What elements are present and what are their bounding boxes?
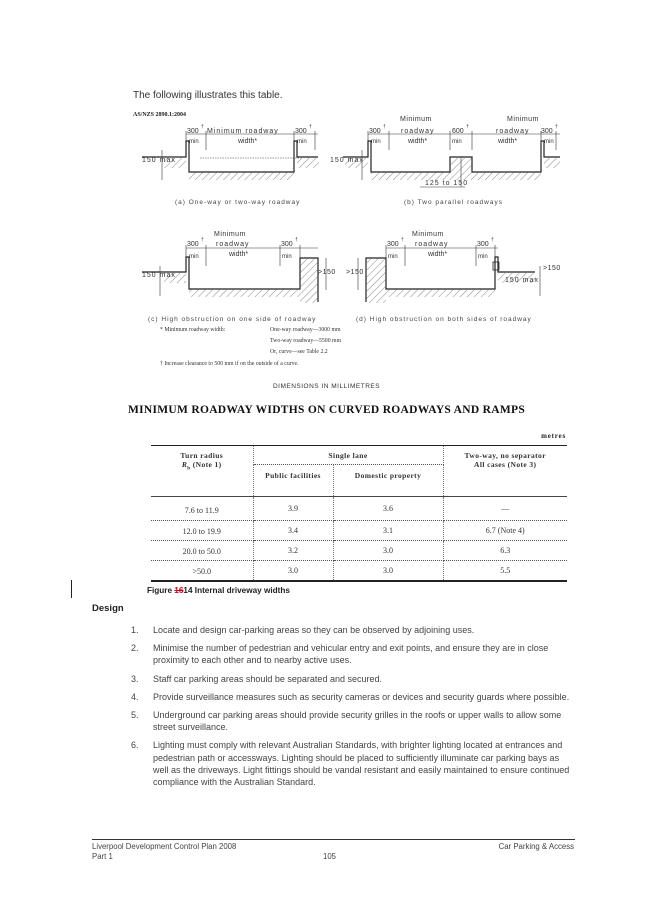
min-label: min bbox=[371, 139, 381, 145]
list-item: 3. Staff car parking areas should be separated and secured. bbox=[131, 673, 382, 684]
roadway-label: roadway bbox=[216, 241, 250, 248]
table-units: metres bbox=[541, 432, 566, 440]
minimum-label: Minimum bbox=[412, 231, 444, 238]
table-title: MINIMUM ROADWAY WIDTHS ON CURVED ROADWAYS AND RAMPS bbox=[127, 404, 526, 416]
obstruction-label: >150 bbox=[543, 265, 561, 272]
table-row: 7.6 to 11.9 3.9 3.6 — bbox=[151, 497, 567, 521]
dagger: † bbox=[295, 237, 298, 243]
kerb-height-label: 150 max bbox=[330, 157, 364, 164]
note-dagger: † Increase clearance to 500 mm if on the outside of a curve. bbox=[160, 361, 299, 367]
clearance-label: 300 bbox=[369, 128, 381, 135]
note-one-way: One-way roadway—3000 mm bbox=[270, 327, 341, 333]
min-label: min bbox=[452, 139, 462, 145]
standard-reference: AS/NZS 2890.1:2004 bbox=[133, 112, 187, 118]
roadway-label: roadway bbox=[415, 241, 449, 248]
list-item: 5. Underground car parking areas should provide security grilles in the roofs or upper walls to allow some street surveillance. bbox=[131, 710, 562, 733]
obstruction-label: >150 bbox=[346, 269, 364, 276]
minimum-roadway-label: Minimum roadway bbox=[207, 128, 279, 135]
design-list bbox=[131, 624, 576, 794]
dagger: † bbox=[555, 124, 558, 130]
table-row: 12.0 to 19.9 3.4 3.1 6.7 (Note 4) bbox=[151, 521, 567, 541]
min-label: min bbox=[189, 254, 199, 260]
page-number: 105 bbox=[323, 852, 337, 861]
minimum-label: Minimum bbox=[507, 116, 539, 123]
figure-caption: Figure 1614 Internal driveway widths bbox=[147, 586, 290, 595]
roadway-widths-table bbox=[151, 445, 567, 582]
change-bar bbox=[71, 580, 72, 598]
domestic-property-header: Domestic property bbox=[333, 465, 443, 497]
width-label: width* bbox=[428, 251, 448, 258]
width-label: width* bbox=[408, 138, 428, 145]
minimum-label: Minimum bbox=[214, 231, 246, 238]
intro-text: The following illustrates this table. bbox=[133, 90, 283, 101]
single-lane-header: Single lane bbox=[253, 446, 443, 465]
obstruction-label: >150 bbox=[318, 269, 336, 276]
turn-radius-header: Turn radius $R_b$ (Note 1) bbox=[151, 446, 253, 497]
deleted-number: 16 bbox=[174, 586, 184, 595]
note-star: * Minimum roadway width: bbox=[160, 327, 226, 333]
kerb-height-label: 150 max bbox=[142, 272, 176, 279]
note-curve: Or, curve—see Table 2.2 bbox=[270, 349, 328, 355]
footer-divider bbox=[92, 839, 575, 840]
list-item: 4. Provide surveillance measures such as security cameras or devices and security guards where possible. bbox=[131, 691, 570, 702]
design-heading: Design bbox=[92, 603, 124, 614]
dimensions-label: DIMENSIONS IN MILLIMETRES bbox=[272, 383, 381, 390]
clearance-label-right: 300 bbox=[477, 241, 489, 248]
kerb-height-label: 150 max bbox=[505, 277, 539, 284]
min-label: min bbox=[189, 139, 199, 145]
clearance-label-right: 300 bbox=[541, 128, 553, 135]
kerb-height-label: 150 max bbox=[142, 157, 176, 164]
separator-label: 600 bbox=[452, 128, 464, 135]
width-label: width* bbox=[238, 138, 258, 145]
separator-height-label: 125 to 150 bbox=[425, 180, 469, 187]
width-label: width* bbox=[498, 138, 518, 145]
width-label: width* bbox=[229, 251, 249, 258]
diagram-d bbox=[358, 245, 540, 303]
roadway-label: roadway bbox=[401, 128, 435, 135]
dagger: † bbox=[309, 124, 312, 130]
diagram-a bbox=[142, 131, 319, 180]
note-two-way: Two-way roadway—5500 mm bbox=[270, 338, 342, 344]
footer-part: Part 1 bbox=[92, 852, 113, 861]
table-row: >50.0 3.0 3.0 5.5 bbox=[151, 561, 567, 582]
diagram-caption: (b) Two parallel roadways bbox=[404, 199, 503, 206]
clearance-label-right: 300 bbox=[281, 241, 293, 248]
dagger: † bbox=[466, 124, 469, 130]
min-label: min bbox=[282, 254, 292, 260]
clearance-label: 300 bbox=[387, 241, 399, 248]
footer-document-title: Liverpool Development Control Plan 2008 bbox=[92, 842, 237, 851]
table-row: 20.0 to 50.0 3.2 3.0 6.3 bbox=[151, 541, 567, 561]
min-label: min bbox=[297, 139, 307, 145]
list-item: 1. Locate and design car-parking areas so they can be observed by adjoining uses. bbox=[131, 625, 475, 635]
dagger: † bbox=[401, 237, 404, 243]
two-way-header: Two-way, no separator All cases (Note 3) bbox=[443, 446, 567, 497]
diagram-notes bbox=[160, 327, 342, 367]
list-item: 2. Minimise the number of pedestrian and vehicular entry and exit points, and ensure they are in close proximity to each other and to nearby active uses. bbox=[131, 643, 549, 666]
footer-section-title: Car Parking & Access bbox=[498, 842, 574, 851]
dagger: † bbox=[201, 124, 204, 130]
clearance-label-right: 300 bbox=[295, 128, 307, 135]
minimum-label: Minimum bbox=[400, 116, 432, 123]
public-facilities-header: Public facilities bbox=[253, 465, 333, 497]
dagger: † bbox=[201, 237, 204, 243]
diagram-caption: (a) One-way or two-way roadway bbox=[175, 199, 301, 206]
dagger: † bbox=[491, 237, 494, 243]
list-item: 6. Lighting must comply with relevant Australian Standards, with brighter lighting located at entrances and pedestrian path or accessways. Lighting should be placed to sufficiently illuminate car parking bays as well as the driveways. Light fittings should be vandal resistant and easily maintained to ensure continued compliance with the Australian Standard. bbox=[131, 740, 570, 788]
dagger: † bbox=[383, 124, 386, 130]
clearance-label: 300 bbox=[187, 241, 199, 248]
driveway-width-diagrams bbox=[0, 0, 653, 380]
clearance-label: 300 bbox=[187, 128, 199, 135]
diagram-caption: (d) High obstruction on both sides of roadway bbox=[356, 316, 532, 323]
min-label: min bbox=[544, 139, 554, 145]
roadway-label: roadway bbox=[496, 128, 530, 135]
diagram-caption: (c) High obstruction on one side of roadway bbox=[148, 316, 317, 323]
min-label: min bbox=[478, 254, 488, 260]
min-label: min bbox=[388, 254, 398, 260]
